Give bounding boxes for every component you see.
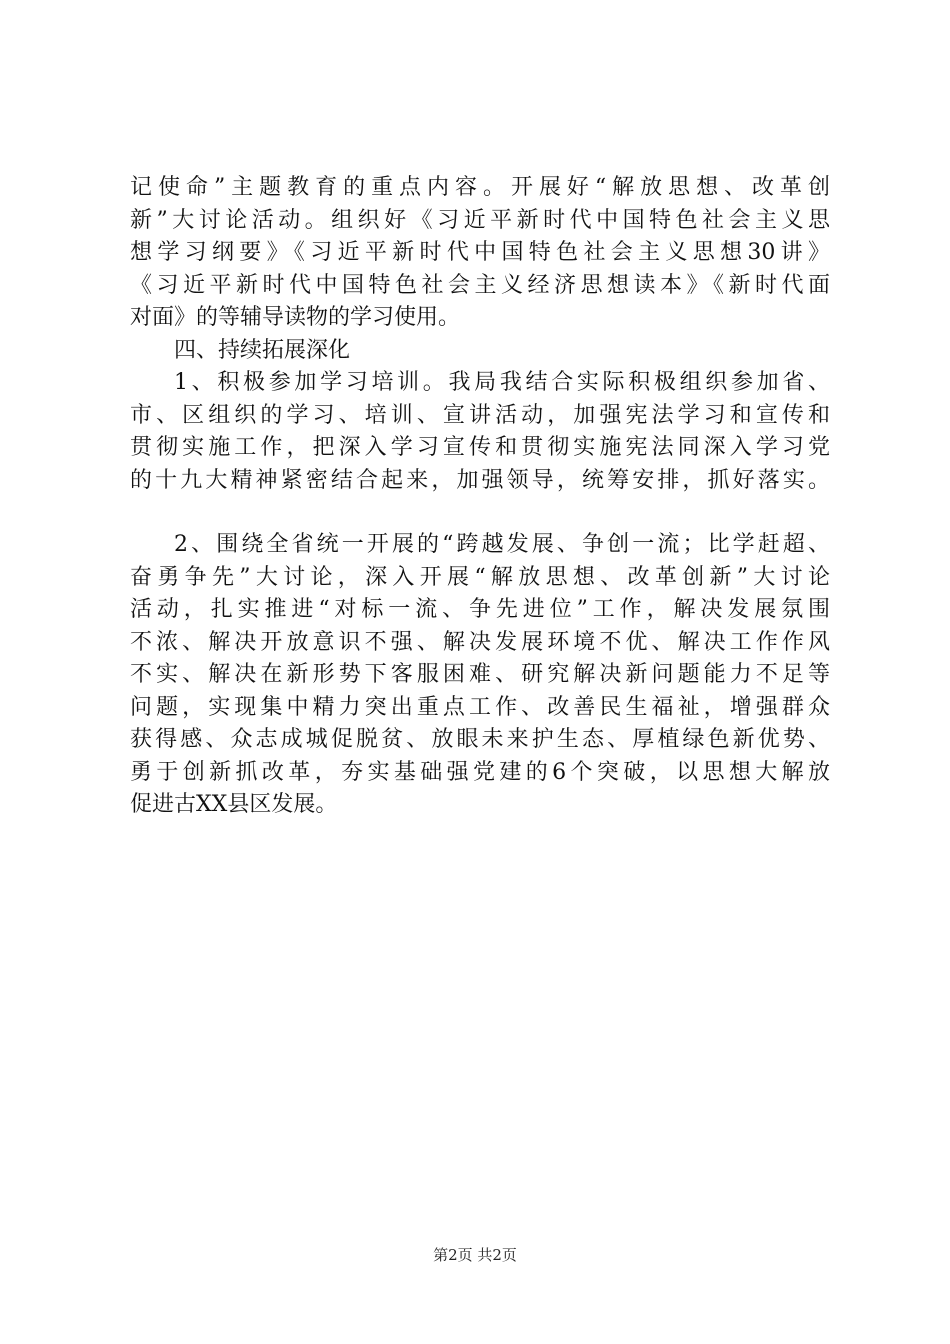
text-line: 《习近平新时代中国特色社会主义经济思想读本》《新时代面 bbox=[130, 272, 830, 298]
page-number-label: 第2页 共2页 bbox=[433, 1246, 517, 1264]
paragraph-intro-continued bbox=[130, 172, 830, 335]
text-line: 不实、解决在新形势下客服困难、研究解决新问题能力不足等 bbox=[130, 662, 830, 687]
text-line: 记使命”主题教育的重点内容。开展好“解放思想、改革创 bbox=[130, 175, 830, 200]
text-line: 勇于创新抓改革，夯实基础强党建的6个突破，以思想大解放 bbox=[130, 759, 830, 785]
text-line: 促进古XX县区发展。 bbox=[130, 792, 338, 817]
text-line: 活动，扎实推进“对标一流、争先进位”工作，解决发展氛围 bbox=[130, 597, 830, 622]
text-line: 获得感、众志成城促脱贫、放眼未来护生态、厚植绿色新优势、 bbox=[130, 727, 830, 752]
document-body bbox=[130, 172, 830, 822]
text-line: 奋勇争先”大讨论，深入开展“解放思想、改革创新”大讨论 bbox=[130, 564, 830, 590]
text-line: 想学习纲要》《习近平新时代中国特色社会主义思想30讲》 bbox=[130, 240, 830, 265]
text-line: 的十九大精神紧密结合起来，加强领导，统筹安排，抓好落实。 bbox=[130, 467, 830, 493]
text-line: 问题，实现集中精力突出重点工作、改善民生福祉，增强群众 bbox=[130, 694, 830, 720]
text-line: 贯彻实施工作，把深入学习宣传和贯彻实施宪法同深入学习党 bbox=[130, 435, 830, 460]
text-line: 不浓、解决开放意识不强、解决发展环境不优、解决工作作风 bbox=[130, 629, 830, 655]
page-footer bbox=[0, 1244, 950, 1265]
text-line: 市、区组织的学习、培训、宣讲活动，加强宪法学习和宣传和 bbox=[130, 402, 830, 428]
paragraph-gap bbox=[130, 497, 830, 529]
paragraph-discussion bbox=[130, 529, 830, 822]
text-line: 对面》的等辅导读物的学习使用。 bbox=[130, 305, 461, 330]
text-line: 新”大讨论活动。组织好《习近平新时代中国特色社会主义思 bbox=[130, 207, 830, 233]
text-line: 1、积极参加学习培训。我局我结合实际积极组织参加省、 bbox=[174, 370, 830, 395]
text-line: 2、围绕全省统一开展的“跨越发展、争创一流；比学赶超、 bbox=[174, 532, 830, 557]
paragraph-study-training bbox=[130, 367, 830, 497]
section-heading: 四、持续拓展深化 bbox=[174, 337, 351, 363]
section-heading-4 bbox=[130, 335, 830, 368]
